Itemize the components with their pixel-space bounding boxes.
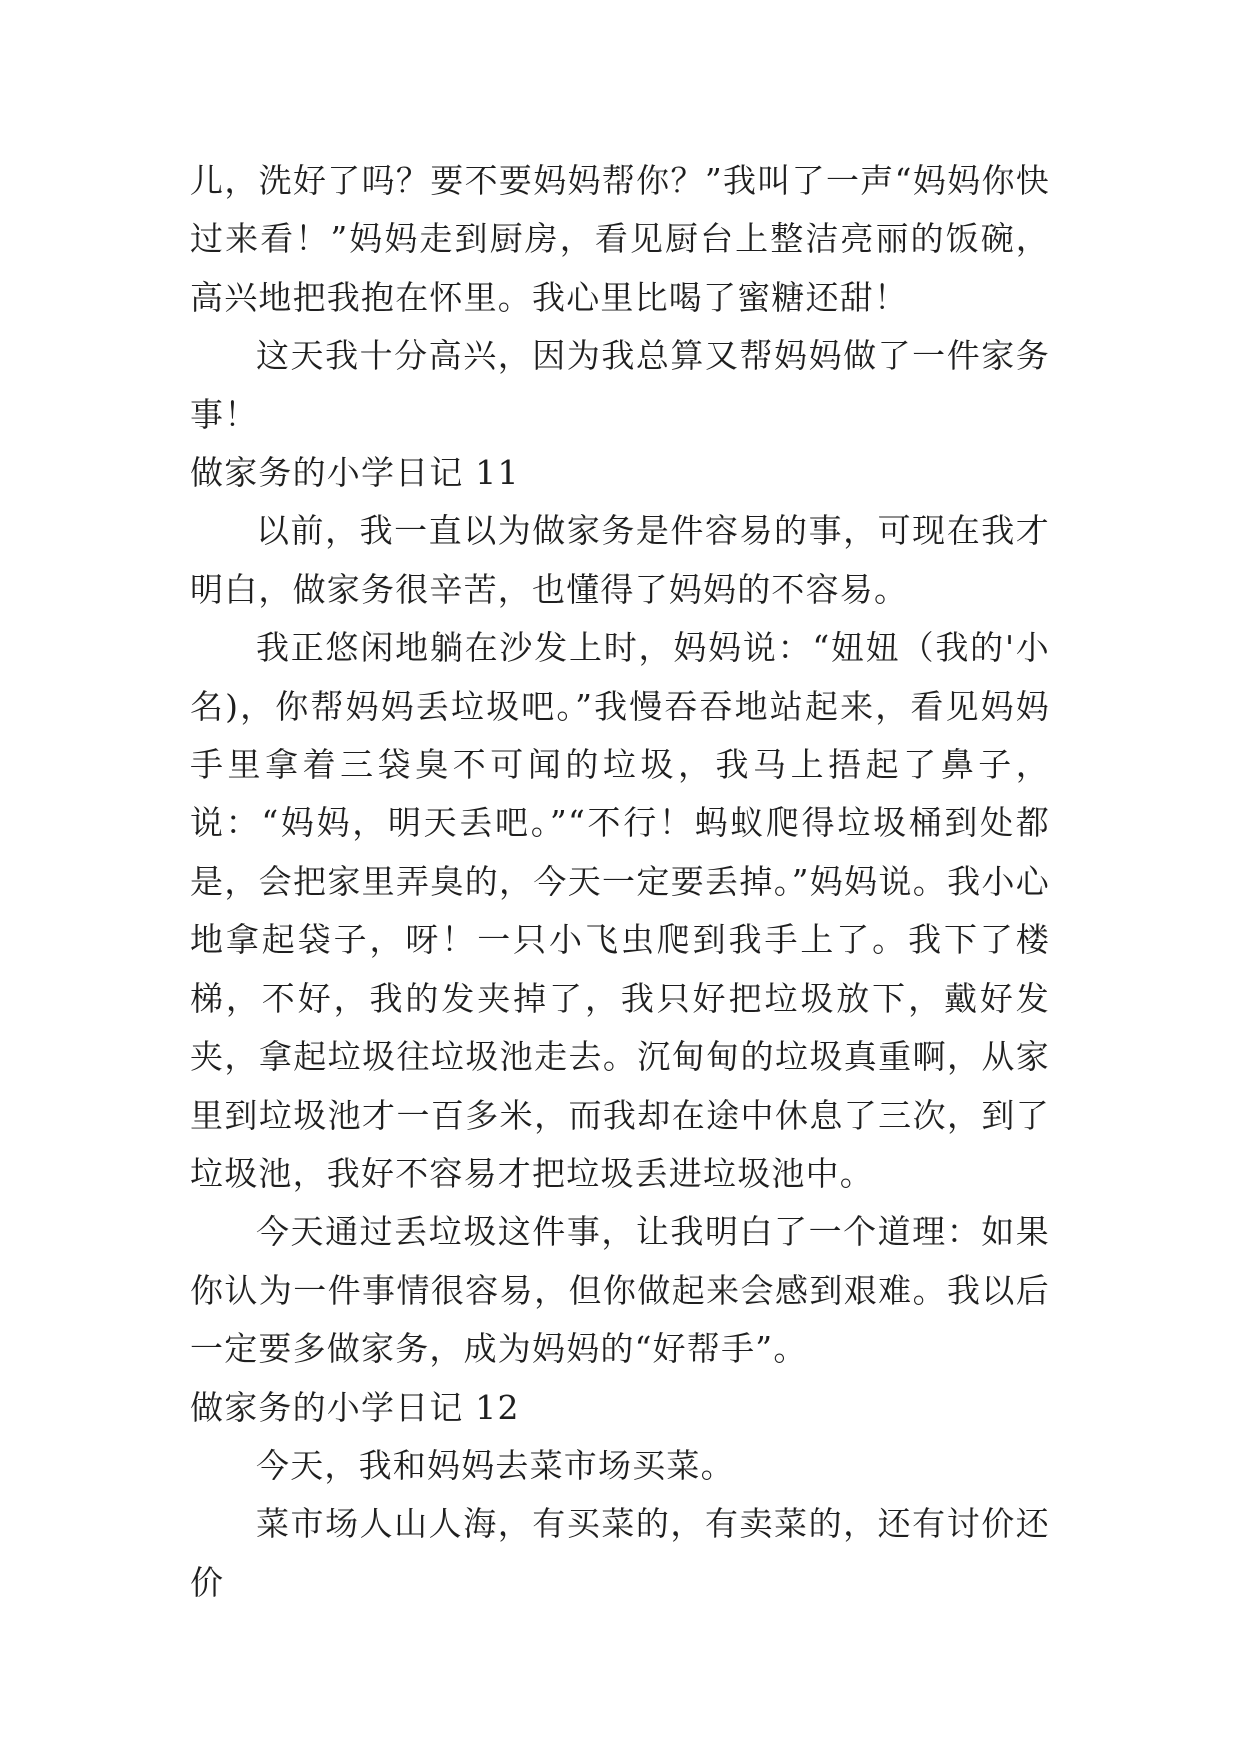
paragraph: 今天通过丢垃圾这件事，让我明白了一个道理：如果你认为一件事情很容易，但你做起来会感到艰难。我以后一定要多做家务，成为妈妈的“好帮手”。 — [190, 1212, 1050, 1369]
paragraph: 以前，我一直以为做家务是件容易的事，可现在我才明白，做家务很辛苦，也懂得了妈妈的不容易。 — [190, 511, 1050, 609]
paragraph: 我正悠闲地躺在沙发上时，妈妈说：“妞妞（我的'小名)，你帮妈妈丢垃圾吧。”我慢吞吞地站起来，看见妈妈手里拿着三袋臭不可闻的垃圾，我马上捂起了鼻子，说：“妈妈，明天丢吧。”“不行！蚂蚁爬得垃圾桶到处都是，会把家里弄臭的，今天一定要丢掉。”妈妈说。我小心地拿起袋子，呀！一只小飞虫爬到我手上了。我下了楼梯，不好，我的发夹掉了，我只好把垃圾放下，戴好发夹，拿起垃圾往垃圾池走去。沉甸甸的垃圾真重啊，从家里到垃圾池才一百多米，而我却在途中休息了三次，到了垃圾池，我好不容易才把垃圾丢进垃圾池中。 — [190, 628, 1050, 1193]
paragraph: 今天，我和妈妈去菜市场买菜。 — [256, 1445, 735, 1485]
section-heading: 做家务的小学日记 12 — [190, 1387, 520, 1427]
document-body — [190, 152, 1050, 1612]
section-heading: 做家务的小学日记 11 — [190, 453, 520, 493]
paragraph: 儿，洗好了吗？要不要妈妈帮你？”我叫了一声“妈妈你快过来看！”妈妈走到厨房，看见厨台上整洁亮丽的饭碗，高兴地把我抱在怀里。我心里比喝了蜜糖还甜！ — [190, 161, 1050, 317]
paragraph: 这天我十分高兴，因为我总算又帮妈妈做了一件家务事！ — [190, 336, 1050, 434]
paragraph: 菜市场人山人海，有买菜的，有卖菜的，还有讨价还价 — [190, 1504, 1050, 1602]
